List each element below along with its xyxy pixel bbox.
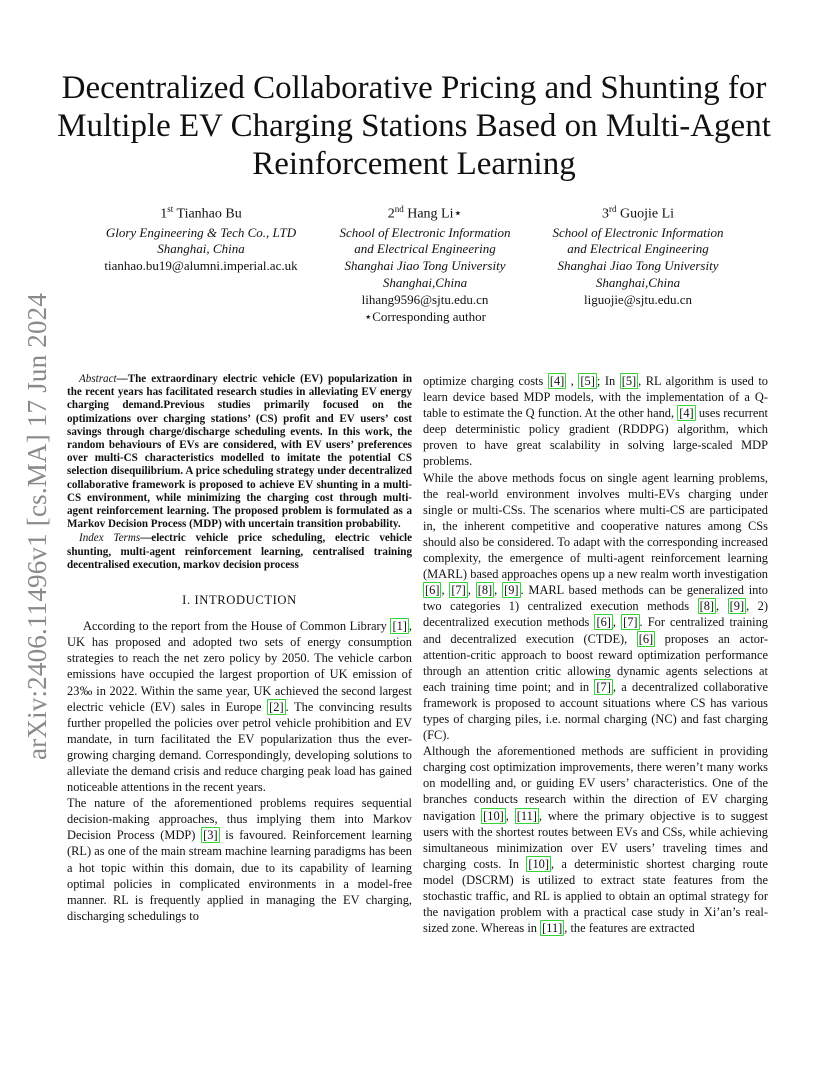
body-paragraph [423, 373, 768, 470]
citation-link[interactable]: [3] [203, 828, 218, 843]
author-affiliation-line: Glory Engineering & Tech Co., LTD [105, 224, 297, 240]
paragraph-text: While the above methods focus on single agent learning problems, the real-world environment involves multi-EVs charging under single or multi-CSs. The scenarios where multi-CS are participated in, the inherent competitive and cooperative natures among CSs should also be considered. To adapt with the corresponding increased complexity, the emergence of multi-agent reinforcement learning (MARL) based approaches opens up a new realm worth investigation [423, 470, 768, 582]
citation-link[interactable]: [5] [580, 374, 595, 388]
paragraph-text: , a deterministic shortest charging route model (DSCRM) is utilized to extract state features from the stochastic traffic, and RL is applied to obtain an optimal strategy for the navigation problem with a practical case study in Xi’an’s real-sized zone. Whereas in [423, 856, 769, 936]
abstract-text: —The extraordinary electric vehicle (EV) popularization in the recent years has facilitated research studies in alleviating EV energy charging demand.Previous studies primarily focused on the optimizations over charging stations’ (CS) profit and EV users’ cost savings through charge/discharge scheduling events. In this work, the random behaviours of EVs are considered, with EV users’ preferences over multi-CS characteristics modelled to imitate the potential CS selection disequilibrium. A price scheduling strategy under decentralized collaborative framework is proposed to achieve EV shunting in a multi-CS environment, while minimizing the charging cost through multi-agent reinforcement learning. The proposed problem is formulated as a Markov Decision Process (MDP) with uncertain transition probability. [67, 373, 412, 531]
citation-link[interactable]: [9] [729, 599, 745, 614]
citation-link[interactable]: [1] [392, 619, 407, 634]
author-block-2 [310, 201, 540, 326]
citation-link[interactable]: [10] [528, 856, 549, 871]
paragraph-text: , [716, 599, 728, 614]
author-affiliation-line: Shanghai,China [595, 275, 681, 291]
paragraph-text: . For centralized training and decentralized execution (CTDE), [423, 615, 768, 646]
author-email[interactable]: tianhao.bu19@alumni.imperial.ac.uk [104, 258, 298, 274]
paragraph-text: , [612, 615, 622, 630]
author-affiliation-line: Shanghai Jiao Tong University [344, 258, 506, 274]
index-terms [67, 532, 412, 572]
paragraph-text: , [494, 583, 503, 598]
citation-link[interactable]: [11] [542, 921, 563, 936]
citation-link[interactable]: [6] [425, 583, 440, 598]
paragraph-text: The nature of the aforementioned problems requires sequential decision-making approaches, thus implying them into Markov Decision Process (MDP) [67, 796, 412, 843]
author-name: 2nd Hang Li⋆ [387, 204, 463, 222]
citation-link[interactable]: [11] [516, 808, 537, 823]
citation-link[interactable]: [5] [621, 374, 637, 388]
body-paragraph [423, 743, 768, 936]
citation-link[interactable]: [9] [504, 583, 519, 598]
author-name: 1st Tianhao Bu [160, 204, 242, 222]
paragraph-text: , UK has proposed and adopted two sets of energy consumption strategies to reach the net zero policy by 2050. The vehicle carbon emissions have occupied the largest proportion of UK emission of 23‰ in 2022. Within the same year, UK achieved the second largest electric vehicle (EV) sales in Europe [67, 619, 412, 714]
citation-link[interactable]: [2] [269, 699, 284, 714]
citation-link[interactable]: [7] [451, 583, 466, 598]
left-column [67, 373, 412, 924]
paragraph-text: , where the primary objective is to suggest users with the shortest routes between EVs and CSs, while achieving simultaneous minimization over EV users’ traveling times and charging costs. In [423, 808, 768, 871]
author-block-1 [86, 201, 316, 275]
citation-link[interactable]: [6] [638, 631, 654, 646]
paragraph-text: . MARL based methods can be generalized into two categories 1) centralized execution methods [423, 583, 768, 614]
author-affiliation-line: School of Electronic Information [339, 224, 511, 240]
citation-link[interactable]: [7] [623, 615, 638, 630]
arxiv-side-stamp: arXiv:2406.11496v1 [cs.MA] 17 Jun 2024 [22, 292, 52, 760]
paragraph-text: , RL algorithm is used to learn device based MDP models, with the implementation of a Q-table to estimate the Q function. At the other hand, [423, 374, 768, 421]
index-terms-label: Index Terms [79, 532, 141, 545]
paper-title: Decentralized Collaborative Pricing and Shunting for Multiple EV Charging Stations Based on Multi-Agent Reinforcement Learning [57, 70, 771, 182]
left-body-text [67, 618, 412, 924]
body-paragraph [67, 795, 412, 924]
index-terms-text: —electric vehicle price scheduling, electric vehicle shunting, multi-agent reinforcement learning, centralised training decentralised execution, markov decision process [67, 532, 412, 571]
author-block-3 [523, 201, 753, 309]
paragraph-text: Although the aforementioned methods are sufficient in providing charging cost optimization improvements, there weren’t many works on modelling and, or guiding EV users’ characteristics. One of the branches conducts research within the direction of EV charging navigation [423, 744, 768, 823]
author-affiliation-line: Shanghai,China [382, 275, 468, 291]
author-affiliation-line: Shanghai, China [157, 241, 245, 257]
abstract [67, 373, 412, 531]
citation-link[interactable]: [6] [596, 615, 611, 630]
paragraph-text: . The convincing results further propelled the policies over petrol vehicle prohibition and EV mandate, in turn facilitated the EV popularization thus the ever-growing charging demand. Correspondingly, developing solutions to alleviate the demand crisis and reduce charging peak load has gained noticeable attentions in the recent years. [67, 699, 412, 795]
paragraph-text: , [441, 583, 450, 598]
paragraph-text: ; In [596, 374, 620, 388]
citation-link[interactable]: [7] [596, 679, 611, 694]
right-body-text [423, 373, 768, 936]
author-email[interactable]: lihang9596@sjtu.edu.cn [361, 292, 489, 308]
citation-link[interactable]: [4] [549, 374, 565, 388]
author-name: 3rd Guojie Li [601, 204, 675, 222]
body-paragraph [67, 618, 412, 795]
paragraph-text: , [505, 808, 515, 823]
citation-link[interactable]: [10] [483, 808, 504, 823]
paragraph-text: proposes an actor-attention-critic approach to boost reward optimization performance through an attention critic allowing dynamic agents selections at each training time point; and in [423, 631, 768, 694]
section-heading-introduction: I. INTRODUCTION [182, 593, 297, 608]
paragraph-text: optimize charging costs [423, 374, 548, 388]
paragraph-text: uses recurrent deep deterministic policy gradient (RDDPG) algorithm, which proven to have great scalability in solving large-scaled MDP problems. [423, 406, 768, 469]
author-affiliation-line: and Electrical Engineering [567, 241, 709, 257]
paragraph-text: , [467, 583, 476, 598]
body-paragraph [423, 470, 768, 744]
paragraph-text: , 2) decentralized execution methods [423, 599, 768, 630]
citation-link[interactable]: [4] [679, 406, 694, 421]
paragraph-text: is favoured. Reinforcement learning (RL) as one of the main stream machine learning paradigms has been a hot topic within this domain, due to its capability of learning optimal policies in complicated environments in a model-free manner. RL is frequently applied in managing the EV charging, discharging schedulings to [67, 828, 412, 923]
citation-link[interactable]: [8] [477, 583, 493, 598]
paragraph-text: , [566, 374, 579, 388]
right-column [423, 373, 768, 936]
paragraph-text: , a decentralized collaborative framework is proposed to account situations where CS has various types of charging piles, i.e. normal charging (NC) and fast charging (FC). [423, 679, 768, 743]
abstract-label: Abstract [79, 373, 117, 385]
author-affiliation-line: and Electrical Engineering [354, 241, 496, 257]
author-email[interactable]: liguojie@sjtu.edu.cn [583, 292, 692, 308]
paragraph-text: , the features are extracted [564, 921, 695, 936]
corresponding-author-note: ⋆Corresponding author [364, 309, 486, 325]
citation-link[interactable]: [8] [699, 599, 715, 614]
paragraph-text: According to the report from the House of Common Library [83, 619, 391, 634]
author-affiliation-line: School of Electronic Information [552, 224, 724, 240]
author-affiliation-line: Shanghai Jiao Tong University [557, 258, 719, 274]
